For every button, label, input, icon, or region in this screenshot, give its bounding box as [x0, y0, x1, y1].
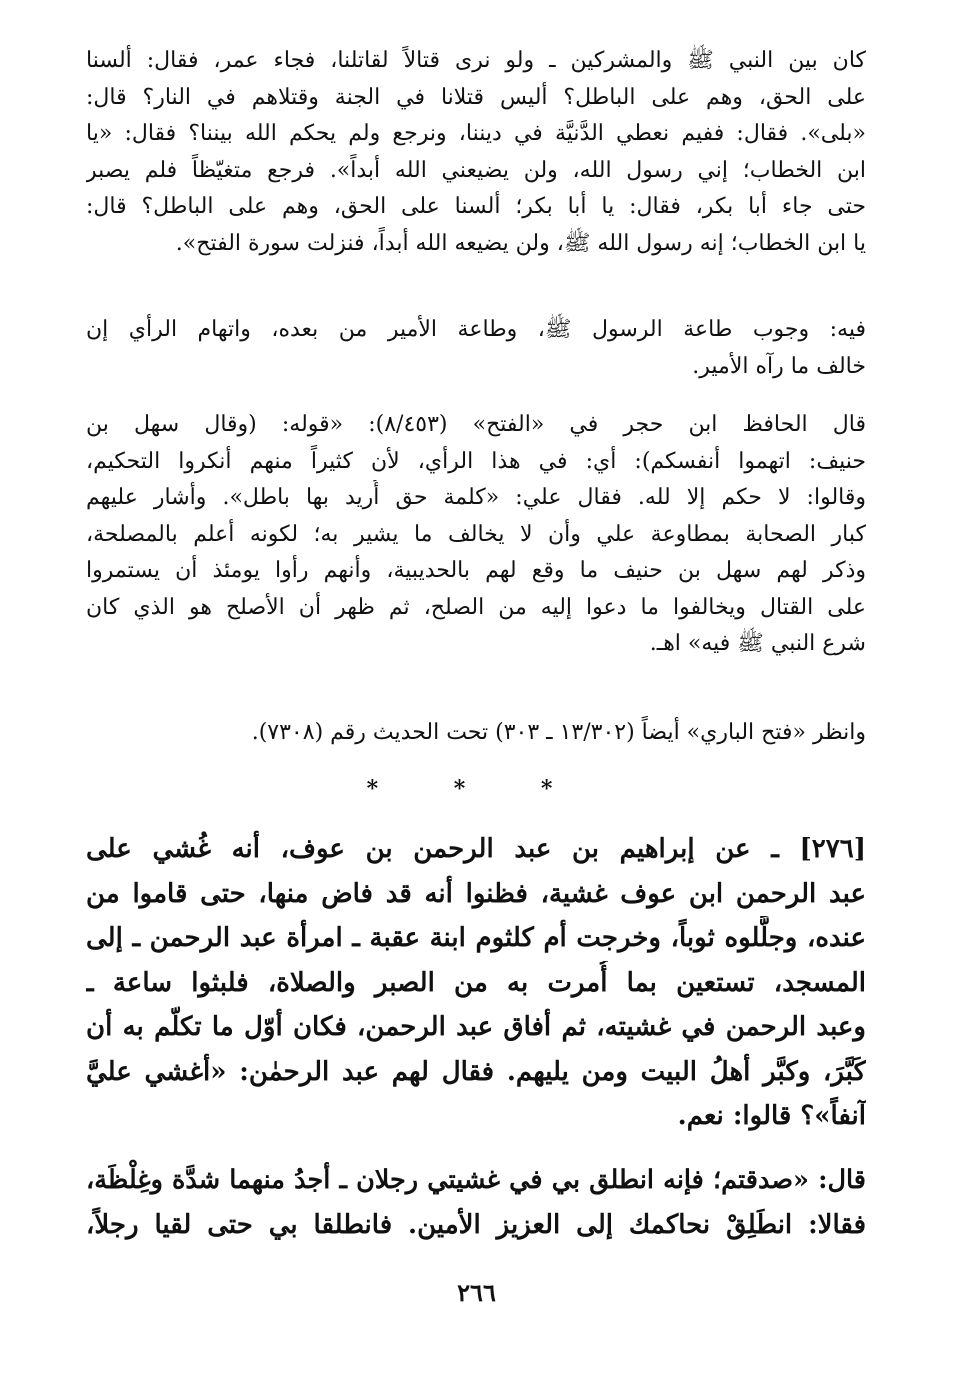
- text-line: ابن الخطاب؛ إني رسول الله، ولن يضيعني الله أبداً». فرجع متغيّظاً فلم يصبر: [86, 157, 866, 183]
- text-line: قال: «صدقتم؛ فإنه انطلق بي في غشيتي رجلان ـ أجدُ منهما شدَّة وغِلْظَة،: [86, 1165, 866, 1195]
- text-line: فيه: وجوب طاعة الرسول ﷺ، وطاعة الأمير من بعده، واتهام الرأي إن: [86, 317, 866, 342]
- text-line: كبار الصحابة بمطاوعة علي وأن لا يخالف ما يشير به؛ لكونه أعلم بالمصلحة،: [86, 521, 866, 547]
- paragraph-lesson: [86, 312, 866, 385]
- text-line: حتى جاء أبا بكر، فقال: يا أبا بكر؛ ألسنا على الحق، وهم على الباطل؟ قال:: [86, 194, 866, 219]
- text-line: خالف ما رآه الأمير.: [692, 353, 866, 379]
- page-number: ٢٦٦: [457, 1278, 496, 1307]
- text-line: حنيف: اتهموا أنفسكم): أي: في هذا الرأي، لأن كثيراً منهم أنكروا التحكيم،: [86, 448, 866, 474]
- text-line: يا ابن الخطاب؛ إنه رسول الله ﷺ، ولن يضيعه الله أبداً، فنزلت سورة الفتح».: [175, 230, 866, 256]
- text-line: «بلى». فقال: ففيم نعطي الدَّنيَّة في ديننا، ونرجع ولم يحكم الله بيننا؟ فقال: «يا: [86, 121, 866, 146]
- text-line: فقالا: انطَلِقْ نحاكمك إلى العزيز الأمين. فانطلقا بي حتى لقيا رجلاً،: [86, 1209, 866, 1240]
- paragraph-hadith-276: [86, 827, 866, 1139]
- text-line: وقالوا: لا حكم إلا لله. فقال علي: «كلمة حق أُريد بها باطل». وأشار عليهم: [86, 485, 866, 510]
- text-line: عنده، وجلَّلوه ثوباً، وخرجت أم كلثوم ابنة عقبة ـ امرأة عبد الرحمن ـ إلى: [86, 923, 866, 953]
- paragraph-reference: [86, 715, 866, 752]
- text-line: قال الحافظ ابن حجر في «الفتح» (٨/٤٥٣): «قوله: (وقال سهل بن: [86, 412, 866, 437]
- text-line: المسجد، تستعين بما أُمرت به من الصبر والصلاة، فلبثوا ساعة ـ: [86, 967, 866, 998]
- text-line: شرع النبي ﷺ فيه» اهـ.: [649, 631, 866, 656]
- paragraph-hadith-continuation: [86, 43, 866, 262]
- text-line: على الحق، وهم على الباطل؟ أليس قتلانا في الجنة وقتلاهم في النار؟ قال:: [86, 84, 866, 110]
- text-line: آنفاً»؟ قالوا: نعم.: [677, 1101, 866, 1131]
- section-divider-asterisks: * * *: [366, 776, 587, 802]
- text-line: على القتال ويخالفوا ما دعوا إليه من الصلح، ثم ظهر أن الأصلح هو الذي كان: [86, 594, 866, 620]
- text-line: كَبَّرَ، وكبَّر أهلُ البيت ومن يليهم. فقال لهم عبد الرحمٰن: «أغشي عليَّ: [86, 1056, 866, 1087]
- text-line: كان بين النبي ﷺ والمشركين ـ ولو نرى قتالاً لقاتلنا، فجاء عمر، فقال: ألسنا: [86, 48, 866, 73]
- text-line: عبد الرحمن ابن عوف غشية، فظنوا أنه قد فاض منها، حتى قاموا من: [86, 878, 866, 909]
- paragraph-hadith-276-continued: [86, 1158, 866, 1247]
- text-line: وعبد الرحمن في غشيته، ثم أفاق عبد الرحمن، فكان أوّل ما تكلّم به أن: [86, 1012, 866, 1042]
- text-line: وانظر «فتح الباري» أيضاً (١٣/٣٠٢ ـ ٣٠٣) تحت الحديث رقم (٧٣٠٨).: [251, 720, 866, 745]
- paragraph-commentary-quote: [86, 407, 866, 663]
- text-line: [٢٧٦] ـ عن إبراهيم بن عبد الرحمن بن عوف، أنه غُشي على: [86, 834, 866, 864]
- text-line: وذكر لهم سهل بن حنيف ما وقع لهم بالحديبية، وأنهم رأوا يومئذ أن يستمروا: [86, 558, 866, 583]
